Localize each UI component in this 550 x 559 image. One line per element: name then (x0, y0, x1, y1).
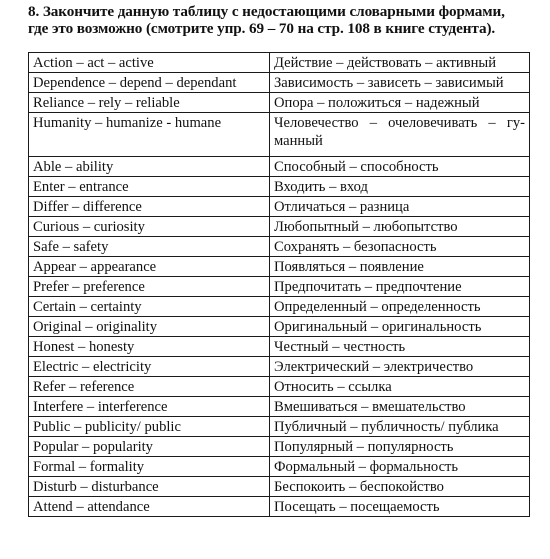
russian-forms-cell: Отличаться – разница (270, 197, 530, 217)
russian-forms-cell: Способный – способность (270, 157, 530, 177)
table-row (29, 217, 530, 237)
table-row (29, 73, 530, 93)
english-forms-cell: Dependence – depend – dependant (29, 73, 270, 93)
english-forms-cell: Differ – difference (29, 197, 270, 217)
english-forms-cell: Original – originality (29, 317, 270, 337)
table-row (29, 157, 530, 177)
table-row (29, 357, 530, 377)
russian-forms-cell: Беспокоить – беспокойство (270, 477, 530, 497)
table-row (29, 197, 530, 217)
table-row (29, 317, 530, 337)
english-forms-cell: Electric – electricity (29, 357, 270, 377)
english-forms-cell: Humanity – humanize - humane (29, 113, 270, 157)
russian-forms-cell: Оригинальный – оригинальность (270, 317, 530, 337)
russian-forms-cell: Появляться – появление (270, 257, 530, 277)
english-forms-cell: Formal – formality (29, 457, 270, 477)
english-forms-cell: Reliance – rely – reliable (29, 93, 270, 113)
russian-forms-cell: Публичный – публичность/ публика (270, 417, 530, 437)
russian-forms-cell: Действие – действовать – активный (270, 53, 530, 73)
russian-forms-cell: Определенный – определенность (270, 297, 530, 317)
russian-forms-cell: Предпочитать – предпочтение (270, 277, 530, 297)
russian-forms-cell: Популярный – популярность (270, 437, 530, 457)
table-row (29, 437, 530, 457)
russian-forms-cell: Входить – вход (270, 177, 530, 197)
english-forms-cell: Certain – certainty (29, 297, 270, 317)
table-row (29, 177, 530, 197)
table-row (29, 277, 530, 297)
english-forms-cell: Appear – appearance (29, 257, 270, 277)
exercise-heading-line-1: 8. Закончите данную таблицу с недостающими словарными формами, (28, 3, 505, 20)
russian-forms-cell: Вмешиваться – вмешательство (270, 397, 530, 417)
table-row (29, 497, 530, 517)
table-row (29, 93, 530, 113)
english-forms-cell: Curious – curiosity (29, 217, 270, 237)
table-row (29, 457, 530, 477)
vocabulary-table-body (29, 53, 530, 517)
table-row (29, 377, 530, 397)
english-forms-cell: Interfere – interference (29, 397, 270, 417)
english-forms-cell: Disturb – disturbance (29, 477, 270, 497)
table-row (29, 477, 530, 497)
table-row (29, 237, 530, 257)
table-row (29, 113, 530, 157)
vocabulary-table (28, 52, 530, 517)
russian-forms-cell: Электрический – электричество (270, 357, 530, 377)
russian-forms-cell: Сохранять – безопасность (270, 237, 530, 257)
russian-forms-cell: Зависимость – зависеть – зависимый (270, 73, 530, 93)
table-row (29, 397, 530, 417)
english-forms-cell: Attend – attendance (29, 497, 270, 517)
english-forms-cell: Action – act – active (29, 53, 270, 73)
russian-forms-cell: Посещать – посещаемость (270, 497, 530, 517)
russian-forms-cell: Человечество – очеловечивать – гу-манный (270, 113, 530, 157)
russian-forms-cell: Любопытный – любопытство (270, 217, 530, 237)
table-row (29, 417, 530, 437)
english-forms-cell: Prefer – preference (29, 277, 270, 297)
english-forms-cell: Enter – entrance (29, 177, 270, 197)
english-forms-cell: Safe – safety (29, 237, 270, 257)
english-forms-cell: Honest – honesty (29, 337, 270, 357)
table-row (29, 257, 530, 277)
english-forms-cell: Popular – popularity (29, 437, 270, 457)
table-row (29, 337, 530, 357)
russian-forms-cell: Относить – ссылка (270, 377, 530, 397)
english-forms-cell: Refer – reference (29, 377, 270, 397)
exercise-heading (28, 3, 543, 37)
english-forms-cell: Public – publicity/ public (29, 417, 270, 437)
russian-forms-cell: Честный – честность (270, 337, 530, 357)
russian-forms-cell: Формальный – формальность (270, 457, 530, 477)
exercise-heading-line-2: где это возможно (смотрите упр. 69 – 70 на стр. 108 в книге студента). (28, 20, 496, 37)
table-row (29, 297, 530, 317)
table-row (29, 53, 530, 73)
russian-forms-cell: Опора – положиться – надежный (270, 93, 530, 113)
english-forms-cell: Able – ability (29, 157, 270, 177)
